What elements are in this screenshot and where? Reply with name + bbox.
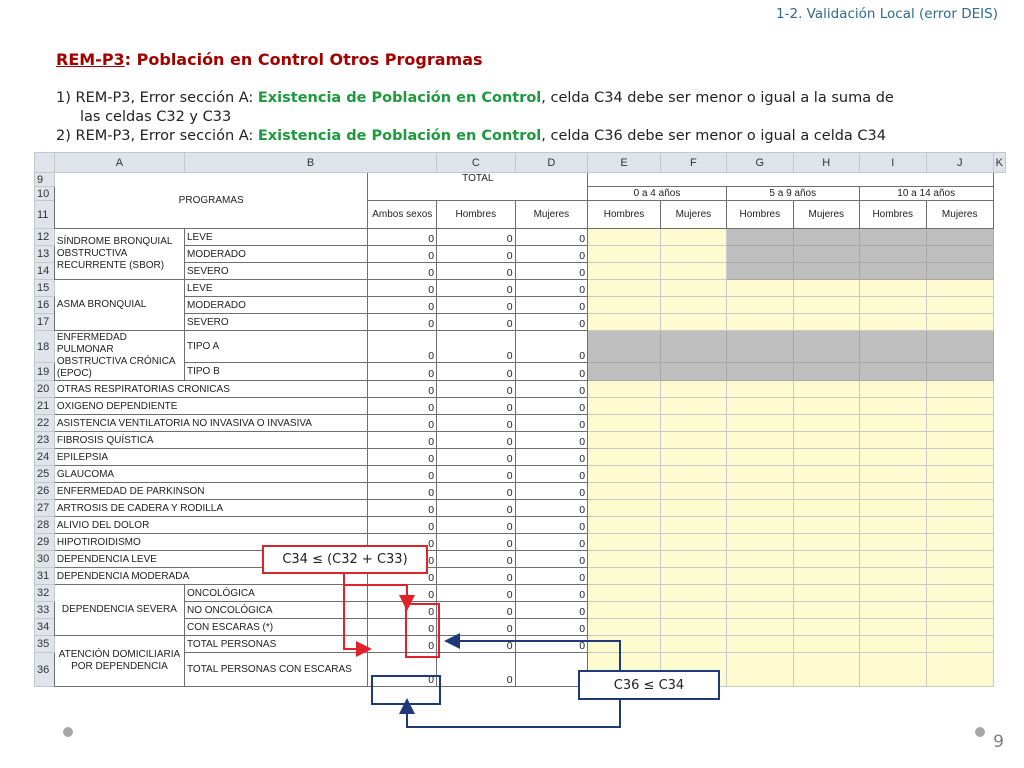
row-number: 9 [35, 173, 55, 187]
row-number: 31 [35, 568, 55, 585]
subcategory-label: TOTAL PERSONAS CON ESCARAS [184, 653, 368, 687]
value-cell: 0 [368, 246, 437, 263]
value-cell: 0 [437, 280, 516, 297]
row-number: 16 [35, 297, 55, 314]
program-label: EPILEPSIA [54, 449, 368, 466]
bullet-number: 1) [56, 90, 71, 106]
value-cell: 0 [368, 280, 437, 297]
value-cell: 0 [515, 280, 588, 297]
row-number: 34 [35, 619, 55, 636]
value-cell: 0 [368, 483, 437, 500]
c34-arrow-to-c34 [344, 585, 368, 649]
value-cell: 0 [515, 246, 588, 263]
value-cell: 0 [368, 297, 437, 314]
value-cell: 0 [515, 229, 588, 246]
program-label: GLAUCOMA [54, 466, 368, 483]
value-cell: 0 [368, 619, 437, 636]
value-cell: 0 [515, 551, 588, 568]
value-cell: 0 [368, 229, 437, 246]
row-number: 12 [35, 229, 55, 246]
value-cell: 0 [437, 483, 516, 500]
value-cell: 0 [437, 381, 516, 398]
row-number: 28 [35, 517, 55, 534]
value-cell: 0 [368, 381, 437, 398]
column-header: C [437, 153, 516, 173]
subcategory-label: MODERADO [184, 246, 368, 263]
value-cell: 0 [437, 500, 516, 517]
value-cell: 0 [515, 517, 588, 534]
total-header: TOTAL [368, 173, 588, 201]
row-number: 29 [35, 534, 55, 551]
program-group-label: ENFERMEDAD PULMONAR OBSTRUCTIVA CRÓNICA (EPOC) [54, 331, 184, 381]
row-number: 19 [35, 363, 55, 381]
value-cell: 0 [368, 432, 437, 449]
column-header: D [515, 153, 588, 173]
sex-header: Hombres [588, 201, 661, 229]
row-number: 26 [35, 483, 55, 500]
sex-header: Mujeres [660, 201, 726, 229]
value-cell: 0 [368, 585, 437, 602]
bullet-text: REM-P3, Error sección A: [75, 128, 258, 144]
value-cell: 0 [515, 483, 588, 500]
bullet-text: REM-P3, Error sección A: [75, 90, 258, 106]
value-cell: 0 [437, 466, 516, 483]
column-header: F [660, 153, 726, 173]
program-group-label: DEPENDENCIA SEVERA [54, 585, 184, 636]
value-cell: 0 [437, 229, 516, 246]
row-number: 13 [35, 246, 55, 263]
column-header: I [859, 153, 926, 173]
age-group-header: 0 a 4 años [588, 187, 727, 201]
program-label: ENFERMEDAD DE PARKINSON [54, 483, 368, 500]
value-cell: 0 [437, 534, 516, 551]
value-cell: 0 [437, 363, 516, 381]
sex-header: Ambos sexos [368, 201, 437, 229]
c36-arrow-to-c36 [407, 700, 620, 727]
value-cell: 0 [368, 653, 437, 687]
c34-arrow-group [344, 568, 407, 649]
row-number: 15 [35, 280, 55, 297]
value-cell: 0 [437, 432, 516, 449]
program-label: DEPENDENCIA MODERADA [54, 568, 368, 585]
subcategory-label: MODERADO [184, 297, 368, 314]
subcategory-label: NO ONCOLÓGICA [184, 602, 368, 619]
bullet-1-continuation: las celdas C32 y C33 [80, 109, 232, 125]
value-cell: 0 [368, 636, 437, 653]
value-cell: 0 [437, 263, 516, 280]
value-cell: 0 [368, 415, 437, 432]
row-number: 18 [35, 331, 55, 363]
column-header: H [793, 153, 859, 173]
sex-header: Mujeres [926, 201, 993, 229]
sex-header: Hombres [859, 201, 926, 229]
program-group-label: SÍNDROME BRONQUIAL OBSTRUCTIVA RECURRENTE (SBOR) [54, 229, 184, 280]
value-cell: 0 [437, 314, 516, 331]
column-header: A [54, 153, 184, 173]
value-cell: 0 [515, 398, 588, 415]
value-cell: 0 [515, 415, 588, 432]
row-number: 33 [35, 602, 55, 619]
value-cell: 0 [368, 551, 437, 568]
row-number: 24 [35, 449, 55, 466]
nav-dot-left [63, 727, 73, 737]
value-cell: 0 [437, 398, 516, 415]
sex-header: Mujeres [515, 201, 588, 229]
value-cell: 0 [368, 263, 437, 280]
row-number: 11 [35, 201, 55, 229]
program-label: ALIVIO DEL DOLOR [54, 517, 368, 534]
value-cell: 0 [515, 297, 588, 314]
row-number: 32 [35, 585, 55, 602]
section-label: 1-2. Validación Local (error DEIS) [776, 6, 998, 22]
nav-dot-right [975, 727, 985, 737]
column-header: J [926, 153, 993, 173]
subcategory-label: ONCOLÓGICA [184, 585, 368, 602]
form-code: REM-P3 [56, 50, 125, 69]
program-label: OXIGENO DEPENDIENTE [54, 398, 368, 415]
sex-header: Hombres [726, 201, 793, 229]
sex-header: Hombres [437, 201, 516, 229]
value-cell: 0 [515, 568, 588, 585]
row-number: 21 [35, 398, 55, 415]
subcategory-label: TOTAL PERSONAS [184, 636, 368, 653]
row-number: 23 [35, 432, 55, 449]
row-number: 17 [35, 314, 55, 331]
value-cell: 0 [437, 585, 516, 602]
row-number: 30 [35, 551, 55, 568]
value-cell: 0 [515, 381, 588, 398]
value-cell: 0 [368, 449, 437, 466]
program-label: ASISTENCIA VENTILATORIA NO INVASIVA O INVASIVA [54, 415, 368, 432]
subcategory-label: SEVERO [184, 314, 368, 331]
bullet-number: 2) [56, 128, 71, 144]
value-cell: 0 [515, 432, 588, 449]
value-cell: 0 [437, 449, 516, 466]
value-cell: 0 [515, 331, 588, 363]
subcategory-label: SEVERO [184, 263, 368, 280]
value-cell: 0 [515, 636, 588, 653]
callout-c34-rule: C34 ≤ (C32 + C33) [262, 545, 428, 574]
bullet-highlight: Existencia de Población en Control [257, 128, 542, 144]
row-number: 36 [35, 653, 55, 687]
value-cell: 0 [437, 297, 516, 314]
row-number: 14 [35, 263, 55, 280]
bullet-text: , celda C34 debe ser menor o igual a la suma de [541, 90, 894, 106]
value-cell: 0 [437, 602, 516, 619]
column-header: K [993, 153, 1005, 173]
value-cell: 0 [515, 602, 588, 619]
row-number: 25 [35, 466, 55, 483]
value-cell: 0 [368, 331, 437, 363]
age-group-header: 5 a 9 años [726, 187, 859, 201]
age-group-header: 10 a 14 años [859, 187, 993, 201]
value-cell: 0 [515, 500, 588, 517]
value-cell: 0 [437, 568, 516, 585]
subcategory-label: TIPO A [184, 331, 368, 363]
value-cell: 0 [368, 398, 437, 415]
row-number: 10 [35, 187, 55, 201]
program-label: FIBROSIS QUÍSTICA [54, 432, 368, 449]
row-number: 27 [35, 500, 55, 517]
value-cell: 0 [515, 534, 588, 551]
value-cell: 0 [437, 517, 516, 534]
value-cell: 0 [437, 653, 516, 687]
sex-header: Mujeres [793, 201, 859, 229]
value-cell: 0 [515, 466, 588, 483]
value-cell: 0 [437, 636, 516, 653]
value-cell: 0 [368, 314, 437, 331]
subcategory-label: LEVE [184, 280, 368, 297]
value-cell: 0 [515, 314, 588, 331]
column-header: E [588, 153, 661, 173]
row-number: 22 [35, 415, 55, 432]
value-cell: 0 [368, 568, 437, 585]
value-cell: 0 [515, 263, 588, 280]
program-group-label: ASMA BRONQUIAL [54, 280, 184, 331]
title-text: : Población en Control Otros Programas [124, 50, 483, 69]
bullet-text: , celda C36 debe ser menor o igual a celda C34 [541, 128, 887, 144]
subcategory-label: TIPO B [184, 363, 368, 381]
row-number: 20 [35, 381, 55, 398]
value-cell: 0 [437, 415, 516, 432]
program-label: OTRAS RESPIRATORIAS CRONICAS [54, 381, 368, 398]
row-number: 35 [35, 636, 55, 653]
value-cell: 0 [515, 619, 588, 636]
subcategory-label: LEVE [184, 229, 368, 246]
program-label: DEPENDENCIA LEVE [54, 551, 368, 568]
value-cell: 0 [368, 534, 437, 551]
subcategory-label: CON ESCARAS (*) [184, 619, 368, 636]
value-cell: 0 [437, 619, 516, 636]
value-cell: 0 [368, 466, 437, 483]
column-header: B [184, 153, 436, 173]
value-cell: 0 [515, 363, 588, 381]
value-cell: 0 [437, 246, 516, 263]
value-cell: 0 [368, 363, 437, 381]
program-label: ARTROSIS DE CADERA Y RODILLA [54, 500, 368, 517]
value-cell: 0 [515, 449, 588, 466]
callout-c36-rule: C36 ≤ C34 [578, 670, 720, 700]
column-header: G [726, 153, 793, 173]
page-number: 9 [993, 732, 1004, 752]
value-cell: 0 [437, 551, 516, 568]
bullet-highlight: Existencia de Población en Control [257, 90, 542, 106]
value-cell: 0 [368, 602, 437, 619]
value-cell: 0 [368, 517, 437, 534]
program-group-label: ATENCIÓN DOMICILIARIA POR DEPENDENCIA [54, 636, 184, 687]
programas-header: PROGRAMAS [54, 173, 368, 229]
program-label: HIPOTIROIDISMO [54, 534, 368, 551]
value-cell: 0 [515, 585, 588, 602]
value-cell: 0 [368, 500, 437, 517]
value-cell: 0 [437, 331, 516, 363]
c36-arrow-to-c34 [448, 641, 620, 670]
